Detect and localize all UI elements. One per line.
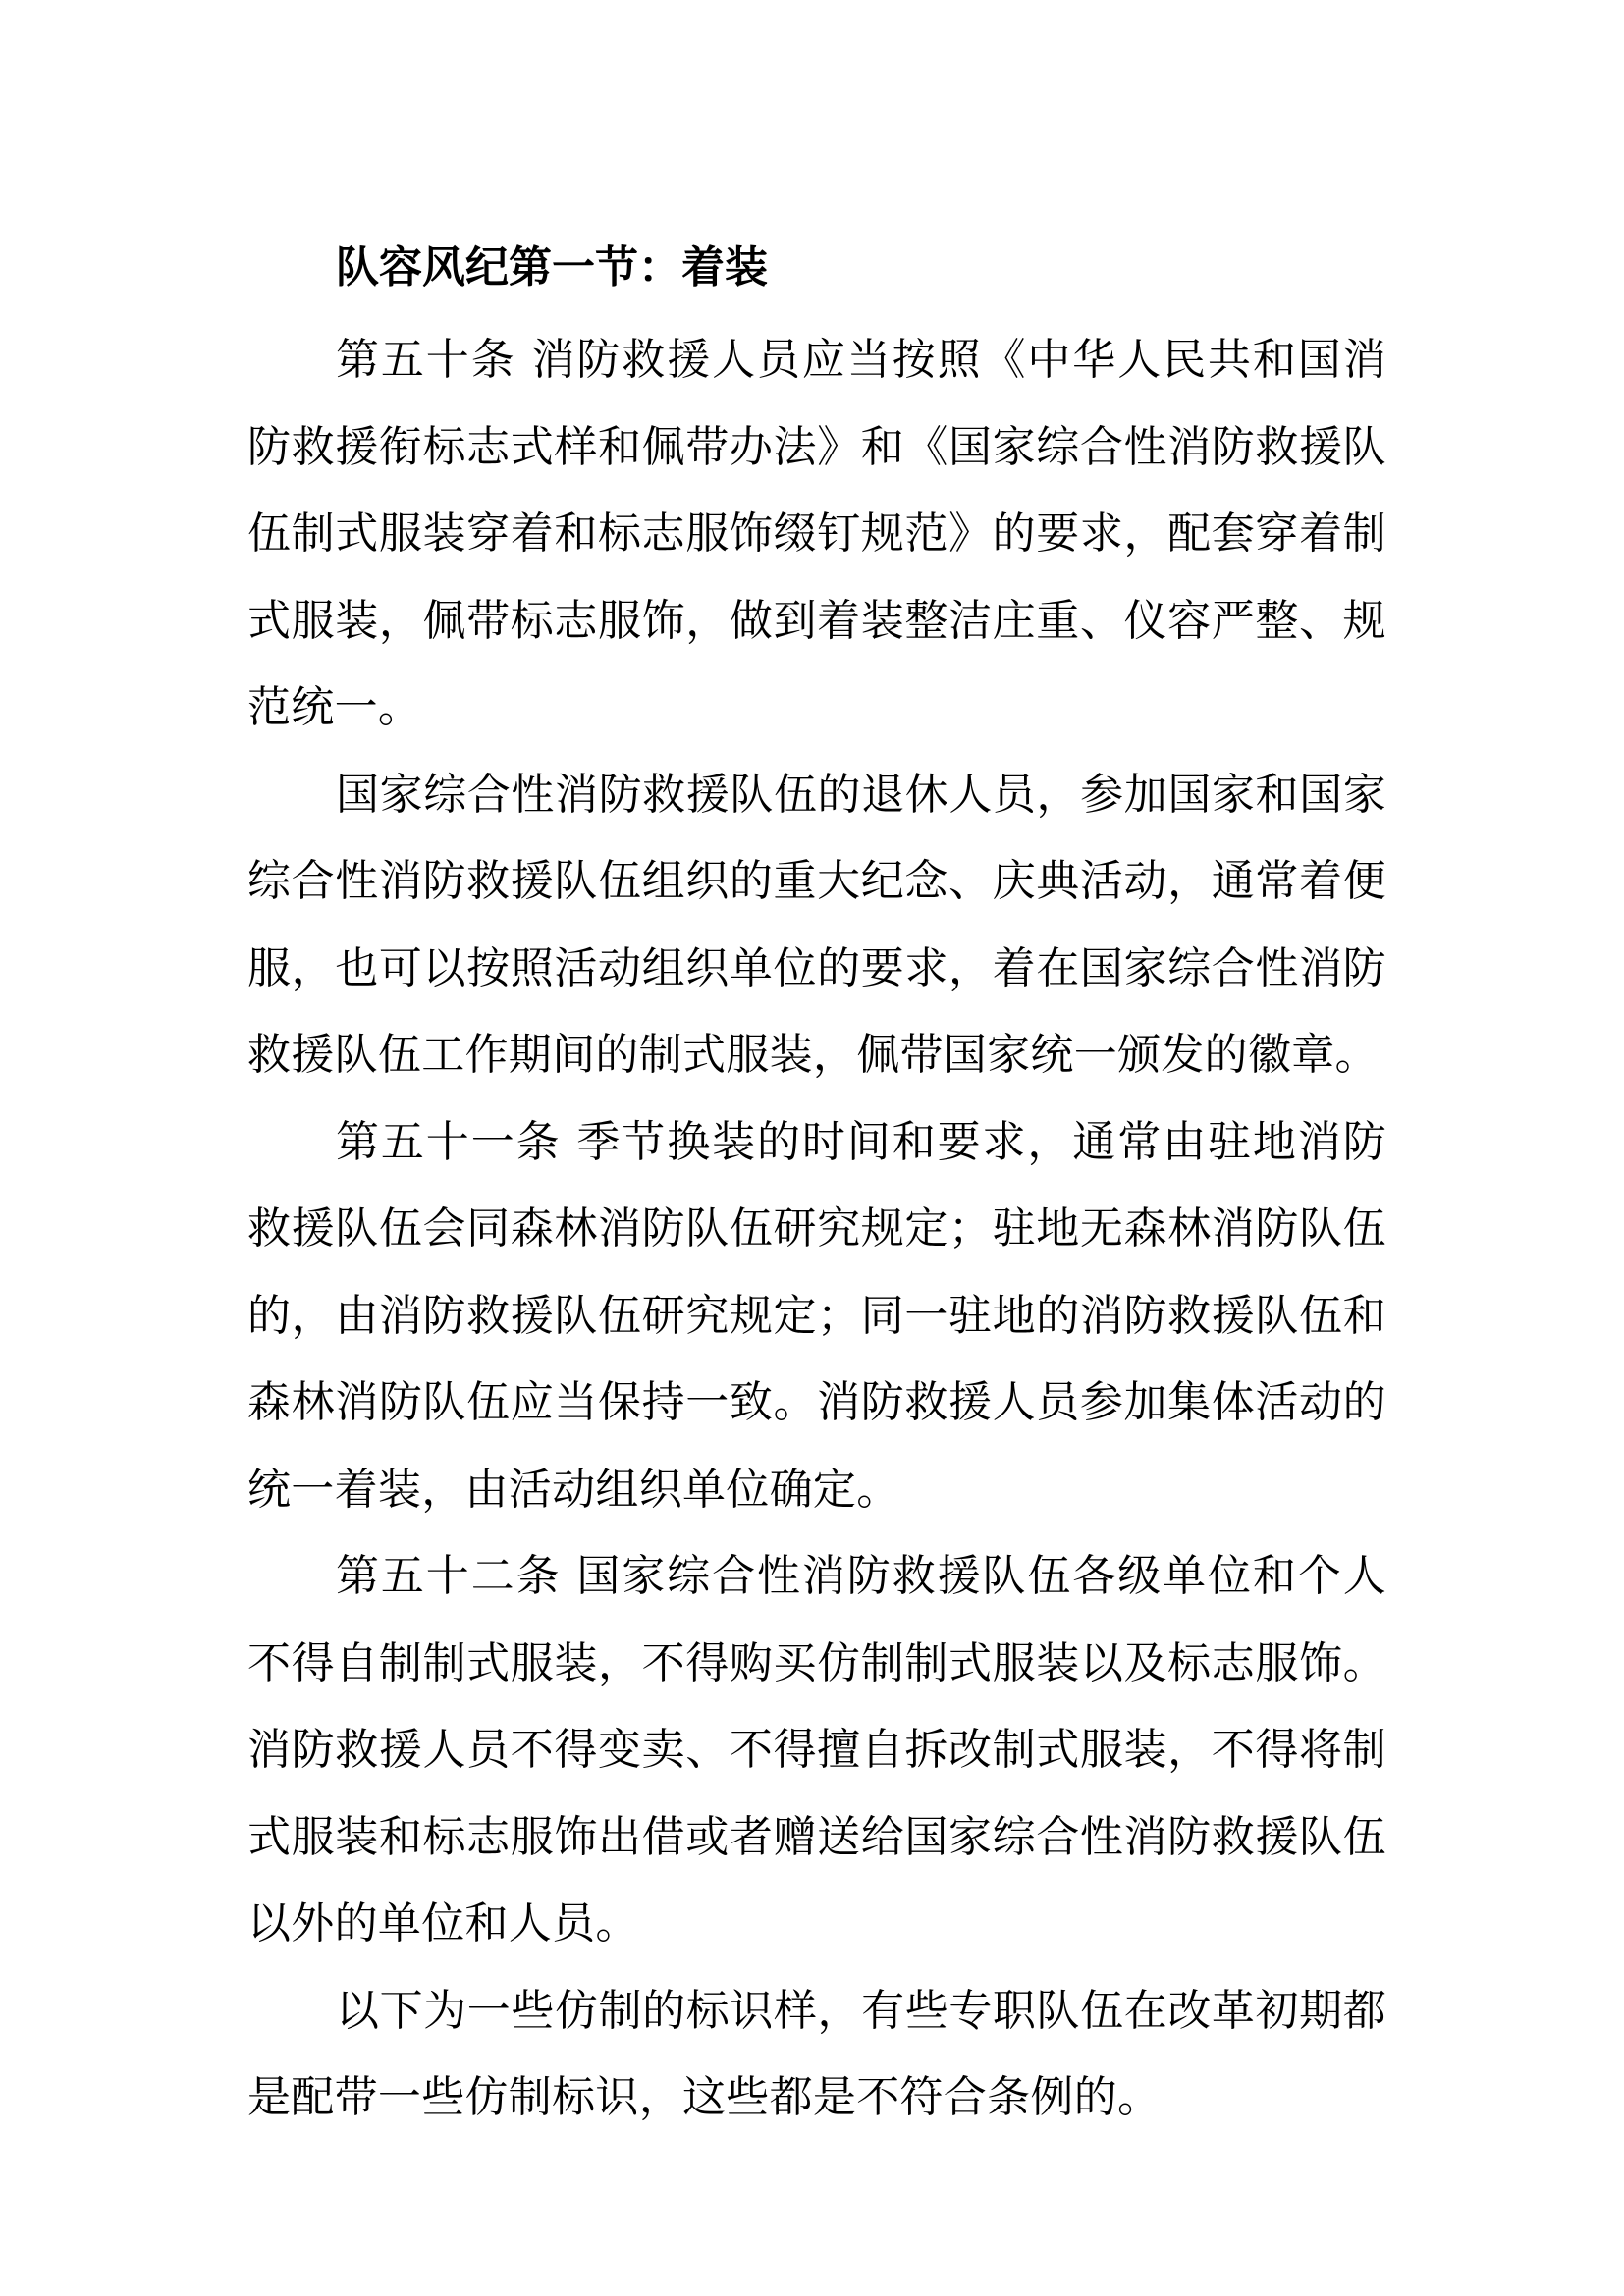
paragraph-article-52: 第五十二条 国家综合性消防救援队伍各级单位和个人不得自制制式服装，不得购买仿制制式服装以及标志服饰。消防救援人员不得变卖、不得擅自拆改制式服装，不得将制式服装和标志服饰出借或者赠送给国家综合性消防救援队伍以外的单位和人员。 xyxy=(247,1551,1386,1949)
section-heading: 队容风纪第一节：着装 xyxy=(336,242,768,293)
paragraph-imitation-note: 以下为一些仿制的标识样，有些专职队伍在改革初期都是配带一些仿制标识，这些都是不符合条例的。 xyxy=(247,1985,1386,2122)
document-page xyxy=(247,224,1386,2142)
paragraph-article-50: 第五十条 消防救援人员应当按照《中华人民共和国消防救援衔标志式样和佩带办法》和《国家综合性消防救援队伍制式服装穿着和标志服饰缀钉规范》的要求，配套穿着制式服装，佩带标志服饰，做到着装整洁庄重、仪容严整、规范统一。 xyxy=(247,335,1386,732)
paragraph-article-51: 第五十一条 季节换装的时间和要求，通常由驻地消防救援队伍会同森林消防队伍研究规定；驻地无森林消防队伍的，由消防救援队伍研究规定；同一驻地的消防救援队伍和森林消防队伍应当保持一致。消防救援人员参加集体活动的统一着装，由活动组织单位确定。 xyxy=(247,1116,1386,1515)
paragraph-retirees: 国家综合性消防救援队伍的退休人员，参加国家和国家综合性消防救援队伍组织的重大纪念、庆典活动，通常着便服，也可以按照活动组织单位的要求，着在国家综合性消防救援队伍工作期间的制式服装，佩带国家统一颁发的徽章。 xyxy=(247,769,1386,1080)
